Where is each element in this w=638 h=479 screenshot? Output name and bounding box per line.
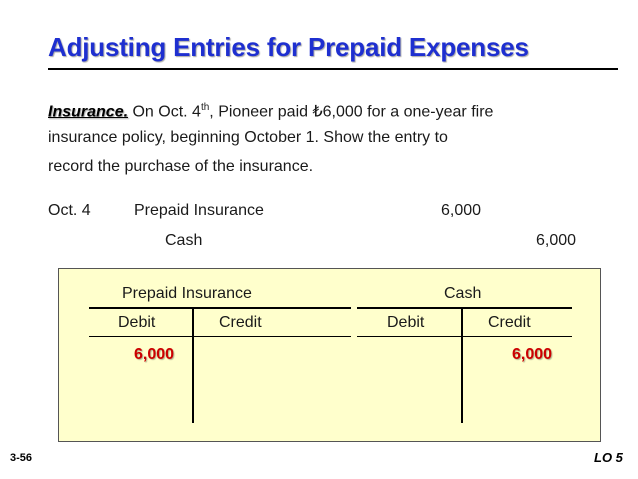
t-account-rule: [357, 307, 572, 309]
lead-word: Insurance.: [48, 103, 129, 121]
t-account-header-rule: [357, 336, 572, 337]
journal-date: Oct. 4: [48, 202, 91, 219]
slide-title: Adjusting Entries for Prepaid Expenses: [48, 32, 529, 62]
learning-objective: LO 5: [594, 450, 623, 465]
journal-debit-account: Prepaid Insurance: [134, 202, 264, 219]
journal-credit-amount: 6,000: [536, 232, 577, 249]
t-account-credit-label: Credit: [219, 314, 262, 331]
t-account-header-rule: [89, 336, 351, 337]
para-line1-sup: th: [200, 102, 210, 113]
journal-credit-account: Cash: [165, 232, 203, 249]
t-account-debit-label: Debit: [387, 314, 425, 331]
t-account-title: Prepaid Insurance: [122, 285, 252, 302]
paragraph-line-1: [48, 96, 493, 124]
t-account-title: Cash: [444, 285, 482, 302]
t-account-debit-label: Debit: [118, 314, 156, 331]
t-account-credit-amount: 6,000: [512, 346, 553, 363]
t-account-divider: [192, 309, 194, 423]
t-account-credit-label: Credit: [488, 314, 531, 331]
journal-debit-amount: 6,000: [441, 202, 482, 219]
slide-number: 3-56: [10, 452, 33, 464]
para-line1-part2: , Pioneer paid ₺6,000 for a one-year fire: [209, 103, 494, 121]
t-account-rule: [89, 307, 351, 309]
t-account-divider: [461, 309, 463, 423]
paragraph-line-3: record the purchase of the insurance.: [48, 158, 314, 175]
t-accounts-panel: [58, 268, 601, 442]
title-underline: [48, 68, 618, 70]
para-line1-part1: On Oct. 4: [132, 103, 201, 121]
t-account-debit-amount: 6,000: [134, 346, 175, 363]
paragraph-line-2: insurance policy, beginning October 1. Show the entry to: [48, 129, 448, 146]
